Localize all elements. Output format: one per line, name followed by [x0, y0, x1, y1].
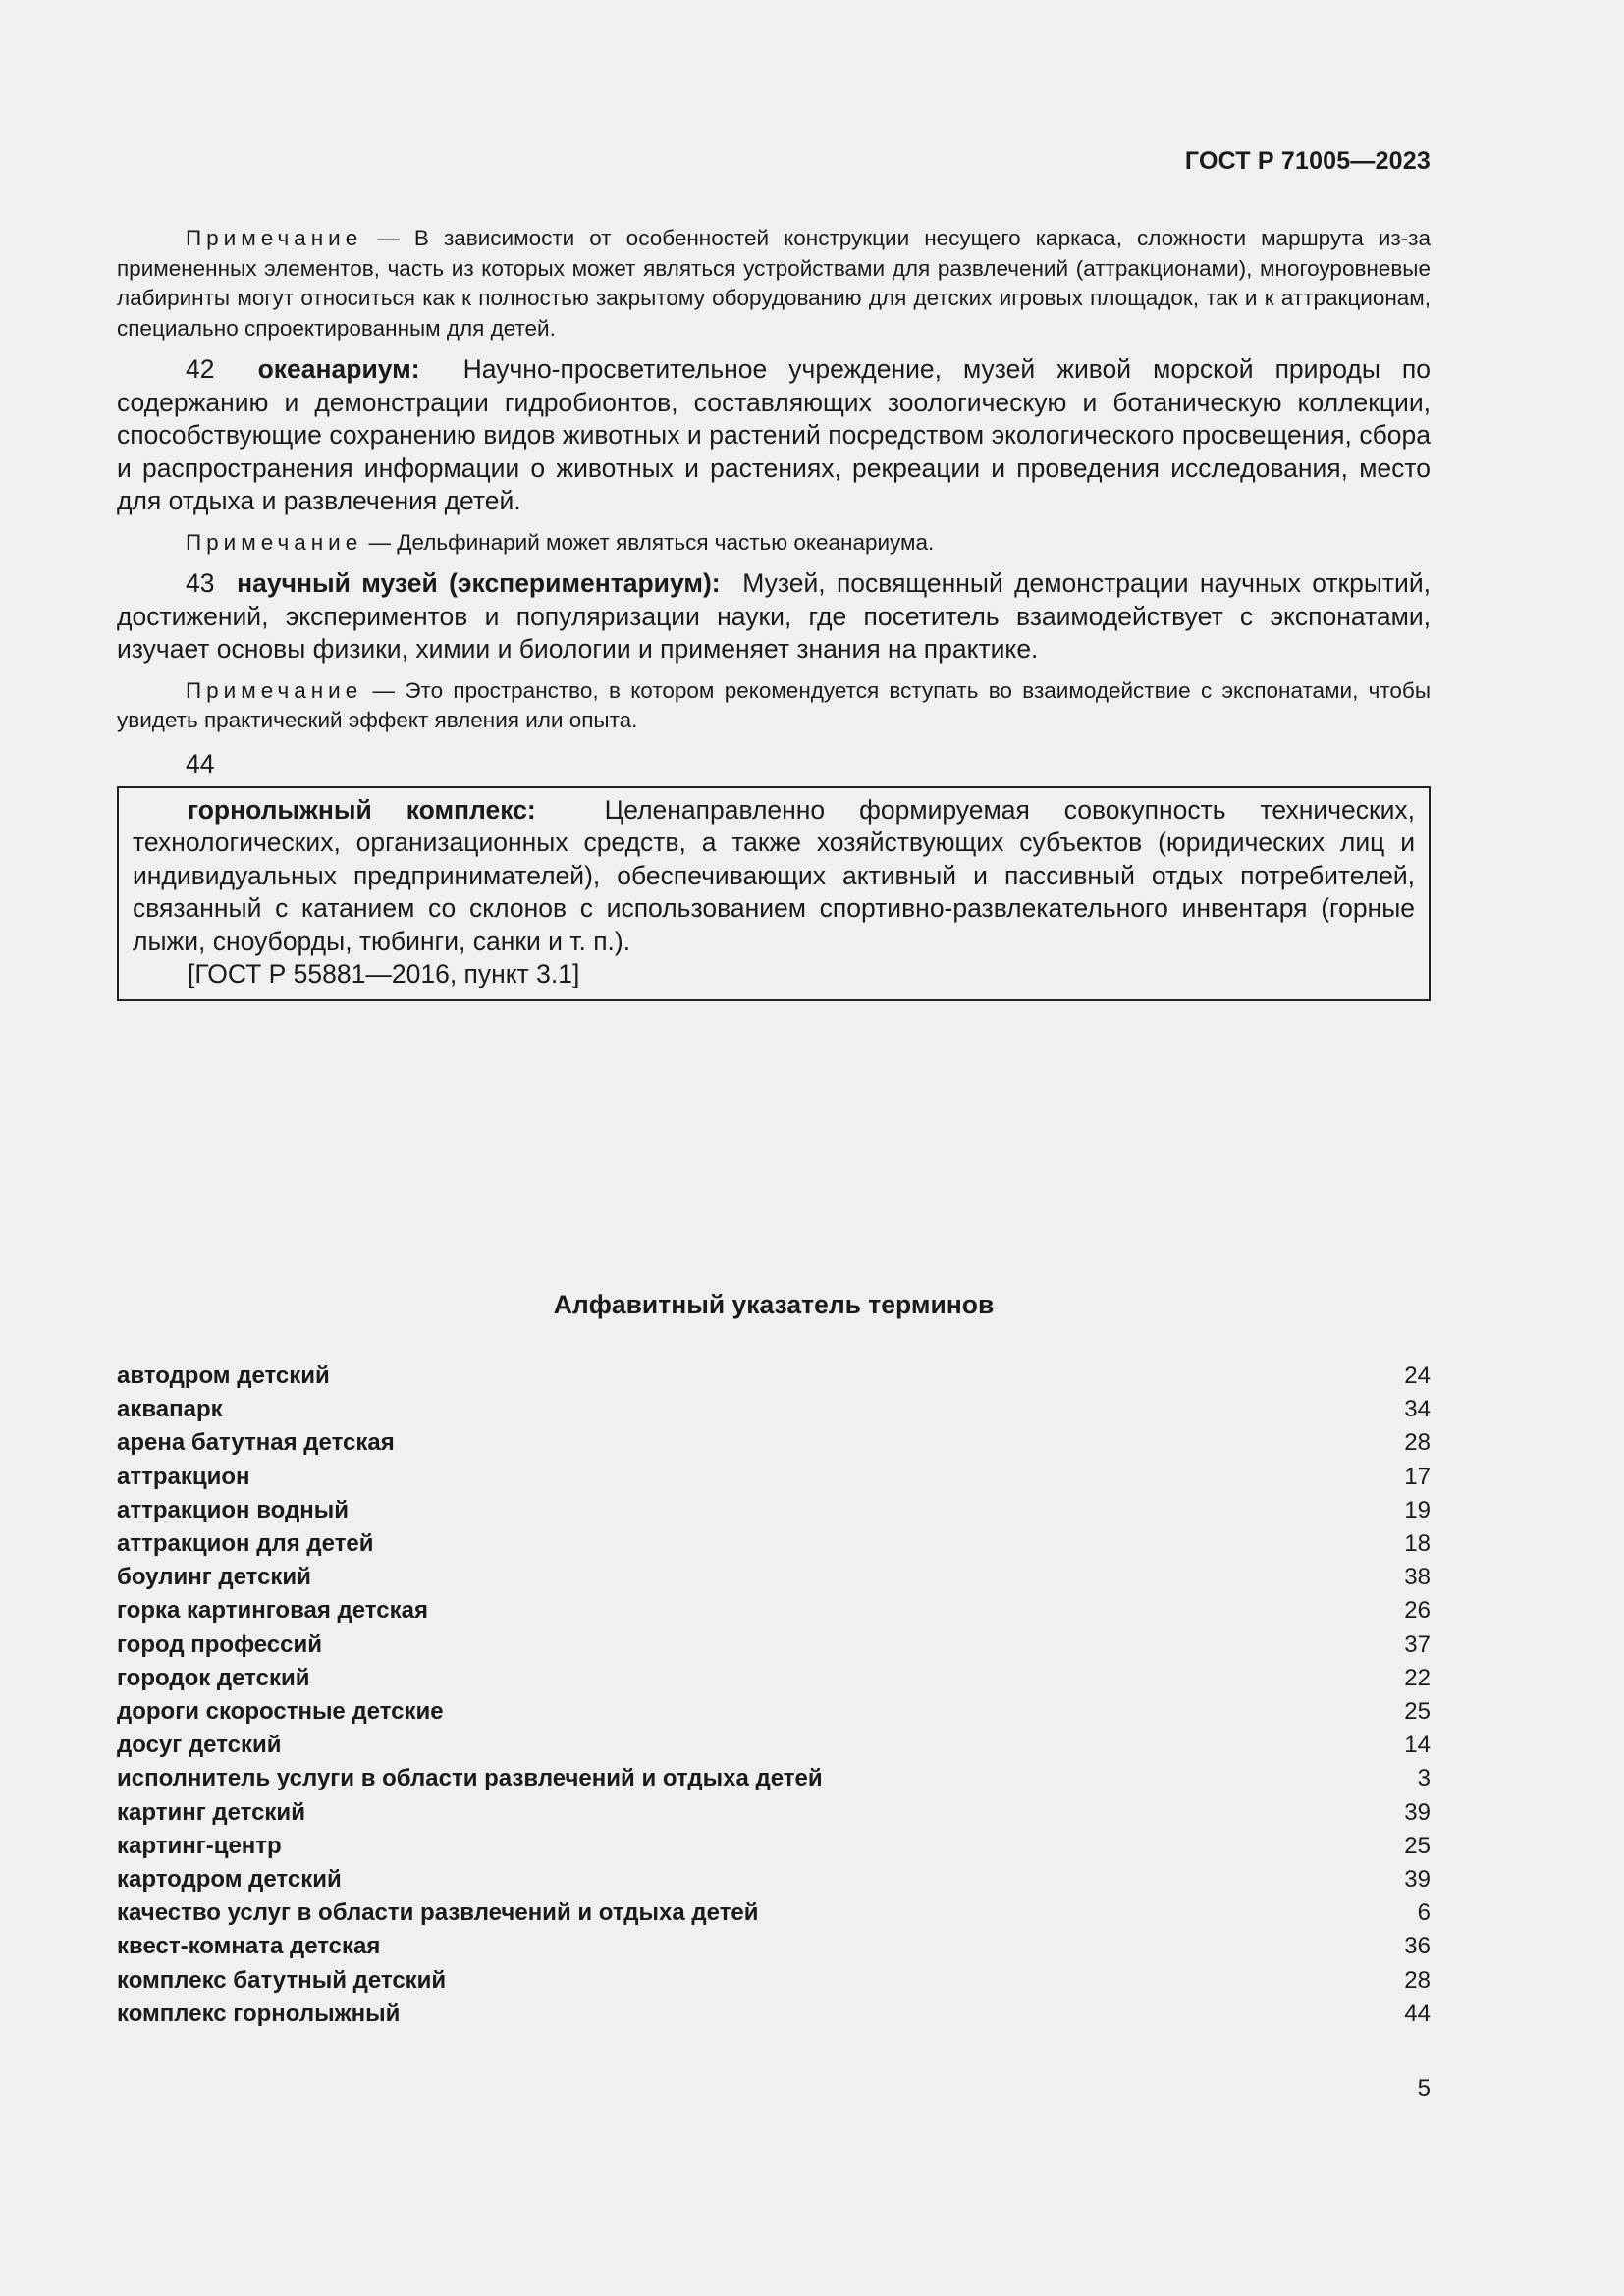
index-term-number: 25: [1404, 1832, 1431, 1859]
term-definition: Музей, посвященный демонстрации научных открытий, достижений, экспериментов и популяризации науки, где посетитель взаимодействует с экспонатами, изучает основы физики, химии и биологии и применяет знания на практике.: [117, 568, 1432, 664]
index-term: аттракцион водный: [117, 1496, 349, 1523]
index-entry: [117, 1796, 1431, 1830]
index-term: картинг-центр: [117, 1832, 282, 1859]
index-entry: [117, 1930, 1431, 1963]
index-term-number: 14: [1404, 1732, 1431, 1759]
index-term-number: 38: [1404, 1564, 1431, 1591]
index-term-number: 37: [1404, 1630, 1431, 1658]
index-entry: [117, 1594, 1431, 1628]
term-name: океанариум:: [257, 354, 420, 384]
index-term: исполнитель услуги в области развлечений и отдыха детей: [117, 1765, 823, 1792]
index-entry: [117, 1964, 1431, 1998]
term-definition: Целенаправленно формируемая совокупность технических, технологических, организационных средств, а также хозяйствующих субъектов (юридических лиц и индивидуальных предпринимателей), обеспечивающих активный и пассивный отдых потребителей, связанный с катанием со склонов с использованием спортивно-развлекательного инвентаря (горные лыжи, сноуборды, тюбинги, санки и т. п.).: [133, 794, 1415, 956]
index-entry: [117, 1629, 1431, 1662]
index-term: квест-комната детская: [117, 1933, 381, 1960]
index-entry: [117, 1561, 1431, 1594]
index-term-number: 24: [1404, 1362, 1431, 1389]
term-number: 43: [186, 568, 215, 598]
note-3: [117, 676, 1431, 736]
page-number: 5: [1417, 2075, 1431, 2102]
index-term: аттракцион для детей: [117, 1530, 374, 1558]
index-term-number: 19: [1404, 1496, 1431, 1523]
term-name: горнолыжный комплекс:: [188, 794, 536, 825]
term-42: [117, 353, 1431, 518]
index-term-number: 25: [1404, 1698, 1431, 1726]
index-entry: [117, 1695, 1431, 1729]
index-term-number: 36: [1404, 1933, 1431, 1960]
index-term-number: 3: [1417, 1765, 1431, 1792]
document-code: ГОСТ Р 71005—2023: [1184, 147, 1431, 175]
index-term-number: 39: [1404, 1866, 1431, 1894]
index-entry: [117, 1426, 1431, 1460]
term-44-box: [117, 786, 1431, 1001]
index-term: комплекс горнолыжный: [117, 2000, 401, 2027]
index-term-number: 6: [1417, 1899, 1431, 1927]
note-1: [117, 224, 1431, 344]
index-term: аквапарк: [117, 1396, 223, 1423]
index-entry: [117, 1494, 1431, 1527]
index-term: автодром детский: [117, 1362, 330, 1389]
index-term: дороги скоростные детские: [117, 1698, 444, 1726]
index-entry: [117, 1863, 1431, 1896]
term-index-list: [117, 1360, 1431, 2031]
index-entry: [117, 1729, 1431, 1762]
index-term: боулинг детский: [117, 1564, 311, 1591]
index-entry: [117, 1762, 1431, 1795]
index-term: качество услуг в области развлечений и отдыха детей: [117, 1899, 759, 1927]
index-term-number: 18: [1404, 1530, 1431, 1558]
index-term: досуг детский: [117, 1732, 282, 1759]
index-term-number: 22: [1404, 1664, 1431, 1691]
term-43: [117, 567, 1431, 667]
terms-section: [117, 224, 1431, 1001]
note-text: — Это пространство, в котором рекомендуется вступать во взаимодействие с экспонатами, чтобы увидеть практический эффект явления или опыта.: [117, 677, 1431, 732]
index-term: аттракцион: [117, 1463, 250, 1490]
note-text: — В зависимости от особенностей конструкции несущего каркаса, сложности маршрута из-за примененных элементов, часть из которых может являться устройствами для развлечений (аттракционами), многоуровневые лабиринты могут относиться как к полностью закрытому оборудованию для детских игровых площадок, так и к аттракционам, специально спроектированным для детей.: [117, 226, 1431, 341]
index-entry: [117, 1998, 1431, 2031]
index-entry: [117, 1896, 1431, 1930]
index-term-number: 17: [1404, 1463, 1431, 1490]
term-44: [133, 794, 1415, 959]
index-entry: [117, 1527, 1431, 1561]
index-term: картодром детский: [117, 1866, 342, 1894]
note-label: Примечание: [186, 529, 363, 555]
term-number: 42: [186, 354, 215, 384]
term-44-number: 44: [186, 748, 215, 778]
index-term-number: 28: [1404, 1966, 1431, 1994]
note-label: Примечание: [186, 226, 363, 250]
note-text: — Дельфинарий может являться частью океанариума.: [362, 529, 935, 555]
index-entry: [117, 1830, 1431, 1863]
term-name: научный музей (экспериментариум):: [237, 568, 721, 598]
index-entry: [117, 1393, 1431, 1426]
index-entry: [117, 1360, 1431, 1393]
index-term: город профессий: [117, 1630, 322, 1658]
term-44-reference: [ГОСТ Р 55881—2016, пункт 3.1]: [188, 959, 580, 988]
note-2: [117, 528, 1431, 559]
note-label: Примечание: [186, 677, 363, 703]
index-term-number: 44: [1404, 2000, 1431, 2027]
index-term-number: 39: [1404, 1798, 1431, 1826]
index-term-number: 28: [1404, 1429, 1431, 1457]
index-entry: [117, 1662, 1431, 1695]
index-term: комплекс батутный детский: [117, 1966, 447, 1994]
index-term: арена батутная детская: [117, 1429, 395, 1457]
index-term: картинг детский: [117, 1798, 305, 1826]
index-term: городок детский: [117, 1664, 310, 1691]
index-term: горка картинговая детская: [117, 1597, 428, 1625]
index-term-number: 26: [1404, 1597, 1431, 1625]
index-term-number: 34: [1404, 1396, 1431, 1423]
index-entry: [117, 1461, 1431, 1494]
index-title: Алфавитный указатель терминов: [553, 1290, 995, 1319]
term-definition: Научно-просветительное учреждение, музей живой морской природы по содержанию и демонстрации гидробионтов, составляющих зоологическую и ботаническую коллекции, способствующие сохранению видов животных и растений посредством экологического просвещения, сбора и распространения информации о животных и растениях, рекреации и проведения исследования, место для отдыха и развлечения детей.: [117, 354, 1431, 515]
